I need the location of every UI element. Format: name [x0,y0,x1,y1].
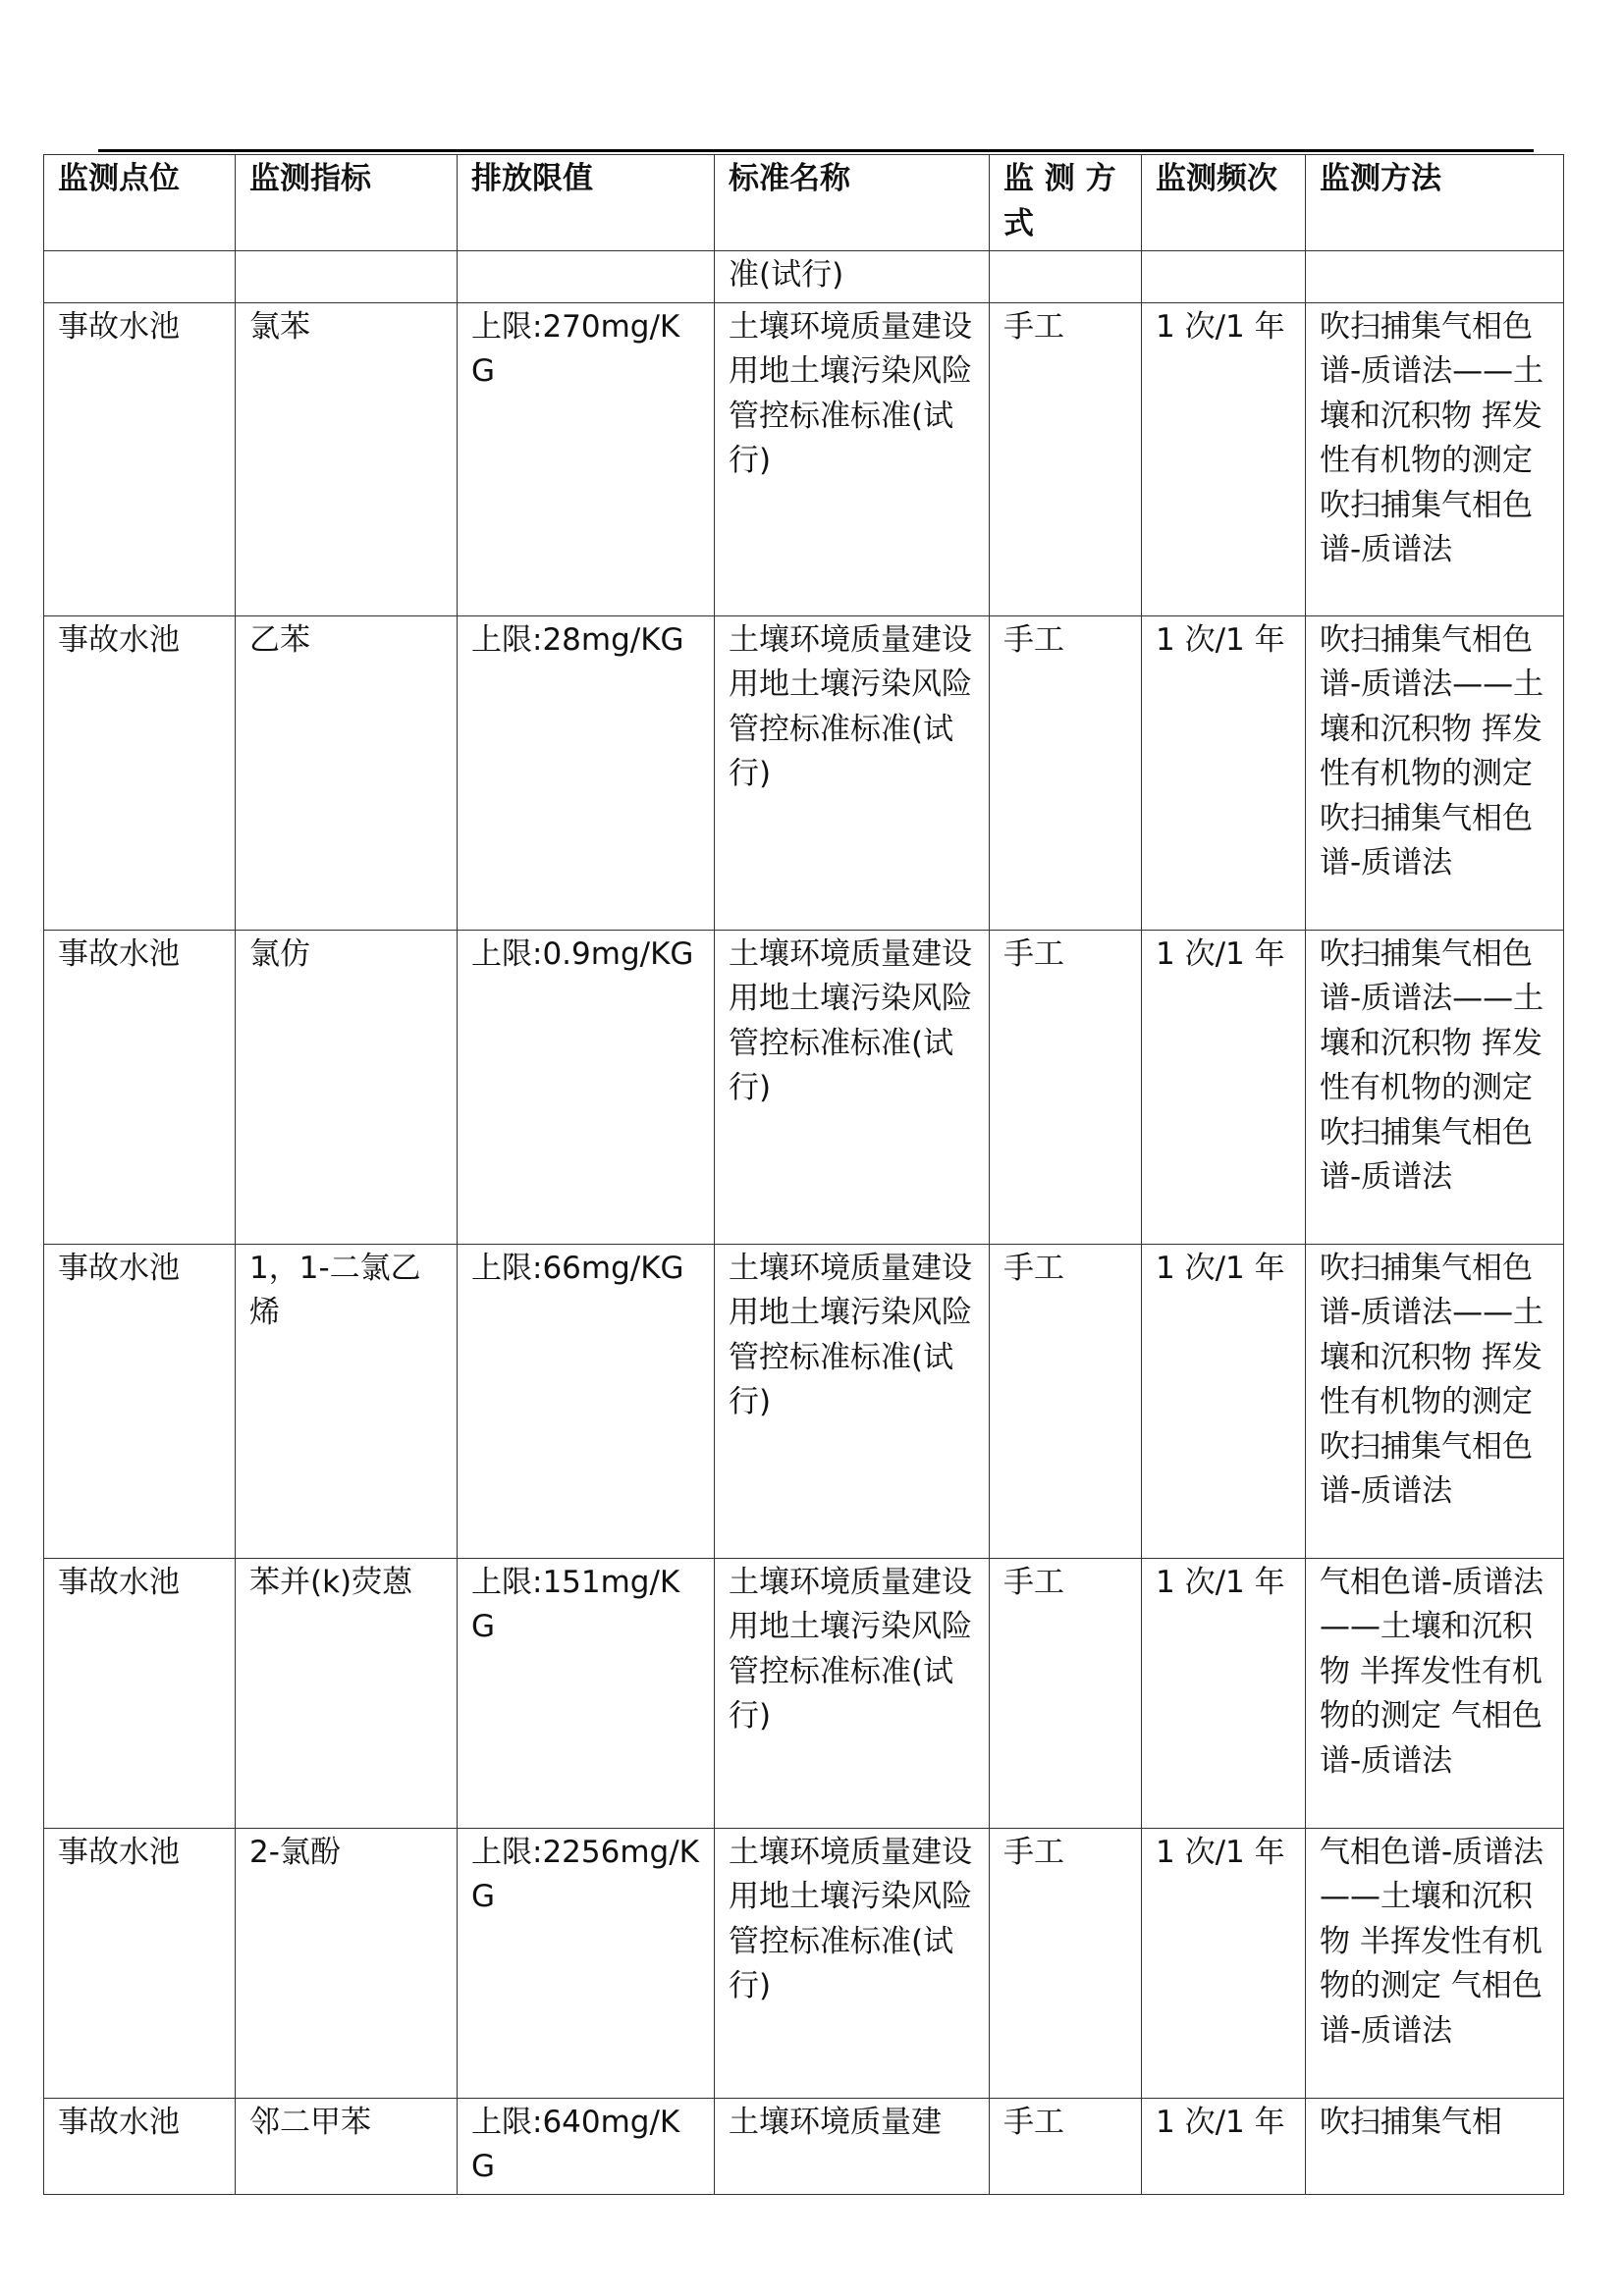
mode-cell: 手工 [990,615,1142,930]
method-cell: 吹扫捕集气相色谱-质谱法——土壤和沉积物 挥发性有机物的测定 吹扫捕集气相色谱-质谱法 [1306,302,1564,615]
table-row-continuation [44,251,1564,303]
limit-cell: 上限:640mg/KG [458,2098,715,2194]
point-cell: 事故水池 [44,2098,236,2194]
frequency-cell: 1 次/1 年 [1142,2098,1306,2194]
table-row [44,1558,1564,1828]
mode-cell: 手工 [990,2098,1142,2194]
standard-cell: 土壤环境质量建设用地土壤污染风险管控标准标准(试行) [715,930,990,1244]
standard-cell: 土壤环境质量建设用地土壤污染风险管控标准标准(试行) [715,1828,990,2098]
mode-cell: 手工 [990,302,1142,615]
table-cell [44,251,236,303]
frequency-cell: 1 次/1 年 [1142,302,1306,615]
mode-cell: 手工 [990,1244,1142,1558]
header-cell: 监测点位 [44,155,236,251]
point-cell: 事故水池 [44,930,236,1244]
standard-cell: 土壤环境质量建设用地土壤污染风险管控标准标准(试行) [715,1244,990,1558]
standard-cell: 土壤环境质量建设用地土壤污染风险管控标准标准(试行) [715,302,990,615]
frequency-cell: 1 次/1 年 [1142,1244,1306,1558]
limit-cell: 上限:0.9mg/KG [458,930,715,1244]
method-cell: 吹扫捕集气相色谱-质谱法——土壤和沉积物 挥发性有机物的测定 吹扫捕集气相色谱-质谱法 [1306,615,1564,930]
standard-cell: 土壤环境质量建设用地土壤污染风险管控标准标准(试行) [715,615,990,930]
point-cell: 事故水池 [44,1558,236,1828]
table-row [44,1244,1564,1558]
monitoring-table [43,154,1564,2195]
table-row [44,930,1564,1244]
standard-cell: 土壤环境质量建设用地土壤污染风险管控标准标准(试行) [715,1558,990,1828]
limit-cell: 上限:270mg/KG [458,302,715,615]
limit-cell: 上限:2256mg/KG [458,1828,715,2098]
limit-cell: 上限:151mg/KG [458,1558,715,1828]
header-cell: 监 测 方式 [990,155,1142,251]
table-cell [1306,251,1564,303]
standard-cell: 准(试行) [715,251,990,303]
point-cell: 事故水池 [44,1828,236,2098]
method-cell: 吹扫捕集气相 [1306,2098,1564,2194]
indicator-cell: 乙苯 [236,615,458,930]
limit-cell: 上限:66mg/KG [458,1244,715,1558]
standard-cell: 土壤环境质量建 [715,2098,990,2194]
header-cell: 排放限值 [458,155,715,251]
method-cell: 吹扫捕集气相色谱-质谱法——土壤和沉积物 挥发性有机物的测定 吹扫捕集气相色谱-质谱法 [1306,930,1564,1244]
header-cell: 监测频次 [1142,155,1306,251]
table-cell [236,251,458,303]
table-row [44,2098,1564,2194]
frequency-cell: 1 次/1 年 [1142,1828,1306,2098]
point-cell: 事故水池 [44,302,236,615]
point-cell: 事故水池 [44,1244,236,1558]
method-cell: 气相色谱-质谱法——土壤和沉积物 半挥发性有机物的测定 气相色谱-质谱法 [1306,1828,1564,2098]
indicator-cell: 邻二甲苯 [236,2098,458,2194]
method-cell: 吹扫捕集气相色谱-质谱法——土壤和沉积物 挥发性有机物的测定 吹扫捕集气相色谱-质谱法 [1306,1244,1564,1558]
table-cell [990,251,1142,303]
table-cell [458,251,715,303]
indicator-cell: 2-氯酚 [236,1828,458,2098]
mode-cell: 手工 [990,1558,1142,1828]
frequency-cell: 1 次/1 年 [1142,615,1306,930]
header-cell: 监测指标 [236,155,458,251]
frequency-cell: 1 次/1 年 [1142,930,1306,1244]
table-cell [1142,251,1306,303]
mode-cell: 手工 [990,1828,1142,2098]
mode-cell: 手工 [990,930,1142,1244]
header-cell: 监测方法 [1306,155,1564,251]
limit-cell: 上限:28mg/KG [458,615,715,930]
indicator-cell: 1，1-二氯乙烯 [236,1244,458,1558]
header-rule [98,149,1534,152]
table-header-row [44,155,1564,251]
frequency-cell: 1 次/1 年 [1142,1558,1306,1828]
indicator-cell: 氯苯 [236,302,458,615]
indicator-cell: 苯并(k)荧蒽 [236,1558,458,1828]
method-cell: 气相色谱-质谱法——土壤和沉积物 半挥发性有机物的测定 气相色谱-质谱法 [1306,1558,1564,1828]
header-cell: 标准名称 [715,155,990,251]
table-row [44,615,1564,930]
point-cell: 事故水池 [44,615,236,930]
indicator-cell: 氯仿 [236,930,458,1244]
table-row [44,302,1564,615]
table-row [44,1828,1564,2098]
